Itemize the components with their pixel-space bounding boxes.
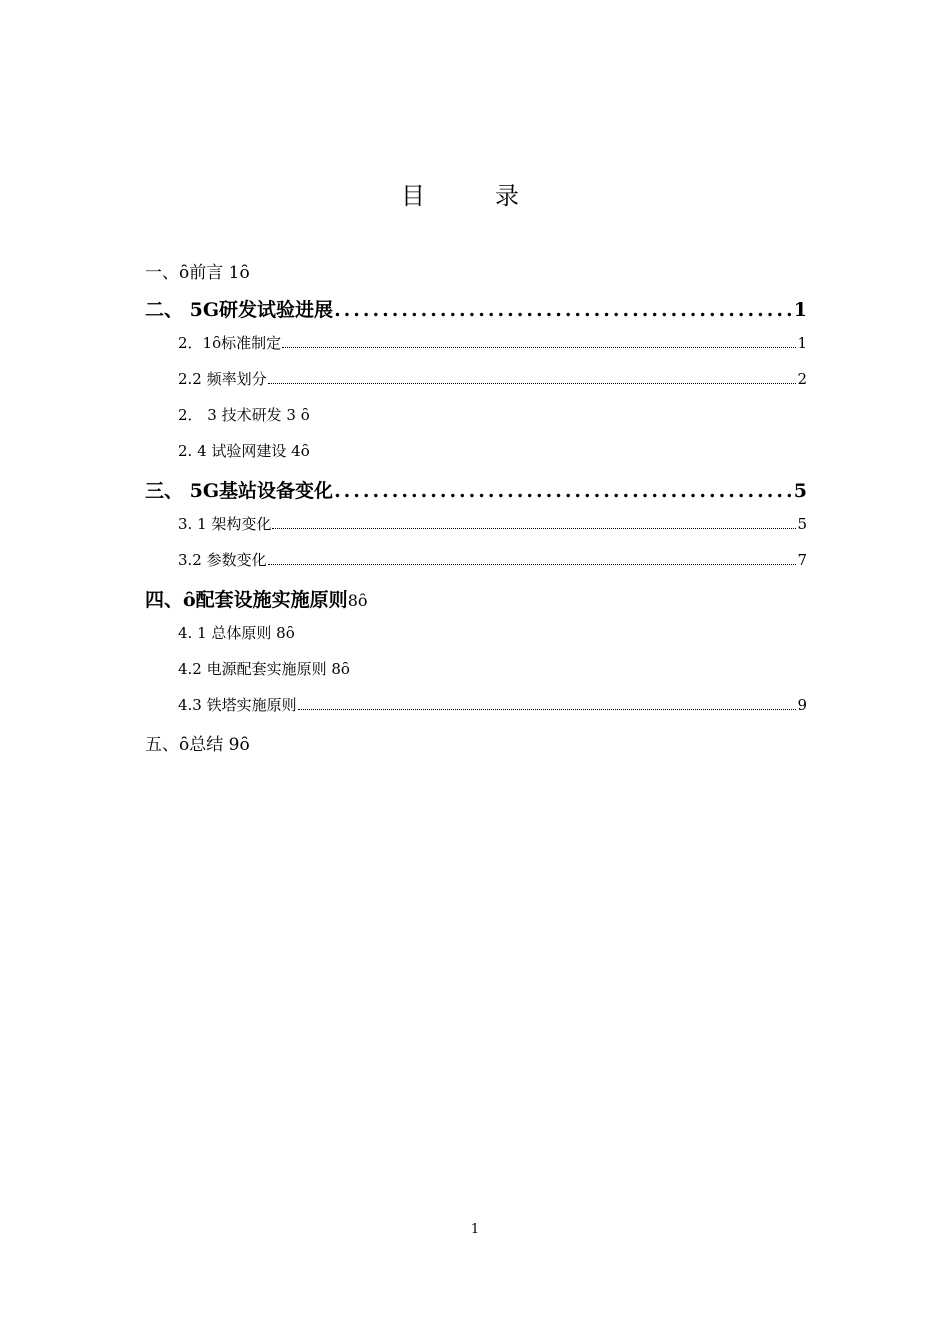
- title-char-1: 目: [401, 182, 495, 210]
- table-of-contents: [145, 258, 807, 767]
- toc-leader-dots: [334, 299, 793, 321]
- toc-entry-6[interactable]: [145, 440, 807, 476]
- toc-entry-text: 三、 5G基站设备变化: [145, 480, 334, 502]
- toc-entry-10[interactable]: [145, 585, 807, 622]
- toc-page-number: 9: [797, 696, 807, 714]
- toc-entry-12[interactable]: [145, 658, 807, 694]
- toc-entry-text: 五、ȏ总结 9ȏ: [145, 735, 250, 755]
- toc-entry-text: 4.2 电源配套实施原则 8ȏ: [178, 660, 350, 678]
- toc-entry-1[interactable]: [145, 258, 807, 295]
- toc-entry-11[interactable]: [145, 622, 807, 658]
- toc-entry-text: 2． 3 技术研发 3 ȏ: [178, 406, 310, 424]
- toc-entry-14[interactable]: [145, 730, 807, 767]
- toc-entry-suffix: 8ȏ: [347, 591, 368, 610]
- toc-entry-4[interactable]: [145, 368, 807, 404]
- toc-leader-dots: [272, 516, 796, 529]
- toc-page-number: 1: [793, 299, 807, 321]
- toc-entry-text: 2．1ȏ标准制定: [178, 334, 282, 352]
- page-title: [0, 176, 950, 211]
- toc-page-number: 5: [797, 515, 807, 533]
- title-char-2: 录: [495, 182, 589, 210]
- toc-entry-text: 2. 4 试验网建设 4ȏ: [178, 442, 310, 460]
- page-number-footer: 1: [470, 1222, 480, 1237]
- toc-entry-text: 4.3 铁塔实施原则: [178, 696, 297, 714]
- toc-entry-2[interactable]: [145, 295, 807, 332]
- toc-page-number: 2: [797, 370, 807, 388]
- toc-leader-dots: [282, 335, 796, 348]
- toc-entry-text: 4. 1 总体原则 8ȏ: [178, 624, 295, 642]
- toc-page-number: 7: [797, 551, 807, 569]
- toc-entry-5[interactable]: [145, 404, 807, 440]
- toc-leader-dots: [298, 697, 797, 710]
- toc-entry-text: 二、 5G研发试验进展: [145, 299, 334, 321]
- toc-entry-text: 2.2 频率划分: [178, 370, 267, 388]
- toc-leader-dots: [268, 371, 797, 384]
- toc-page-number: 5: [793, 480, 807, 502]
- toc-entry-13[interactable]: [145, 694, 807, 730]
- toc-entry-text: 3.2 参数变化: [178, 551, 267, 569]
- toc-entry-3[interactable]: [145, 332, 807, 368]
- toc-entry-text: 一、ȏ前言 1ȏ: [145, 263, 250, 283]
- toc-leader-dots: [334, 480, 793, 502]
- toc-entry-8[interactable]: [145, 513, 807, 549]
- toc-entry-9[interactable]: [145, 549, 807, 585]
- toc-entry-7[interactable]: [145, 476, 807, 513]
- toc-page-number: 1: [797, 334, 807, 352]
- toc-leader-dots: [268, 552, 797, 565]
- toc-entry-text: 四、ȏ配套设施实施原则: [145, 589, 348, 611]
- toc-entry-text: 3. 1 架构变化: [178, 515, 272, 533]
